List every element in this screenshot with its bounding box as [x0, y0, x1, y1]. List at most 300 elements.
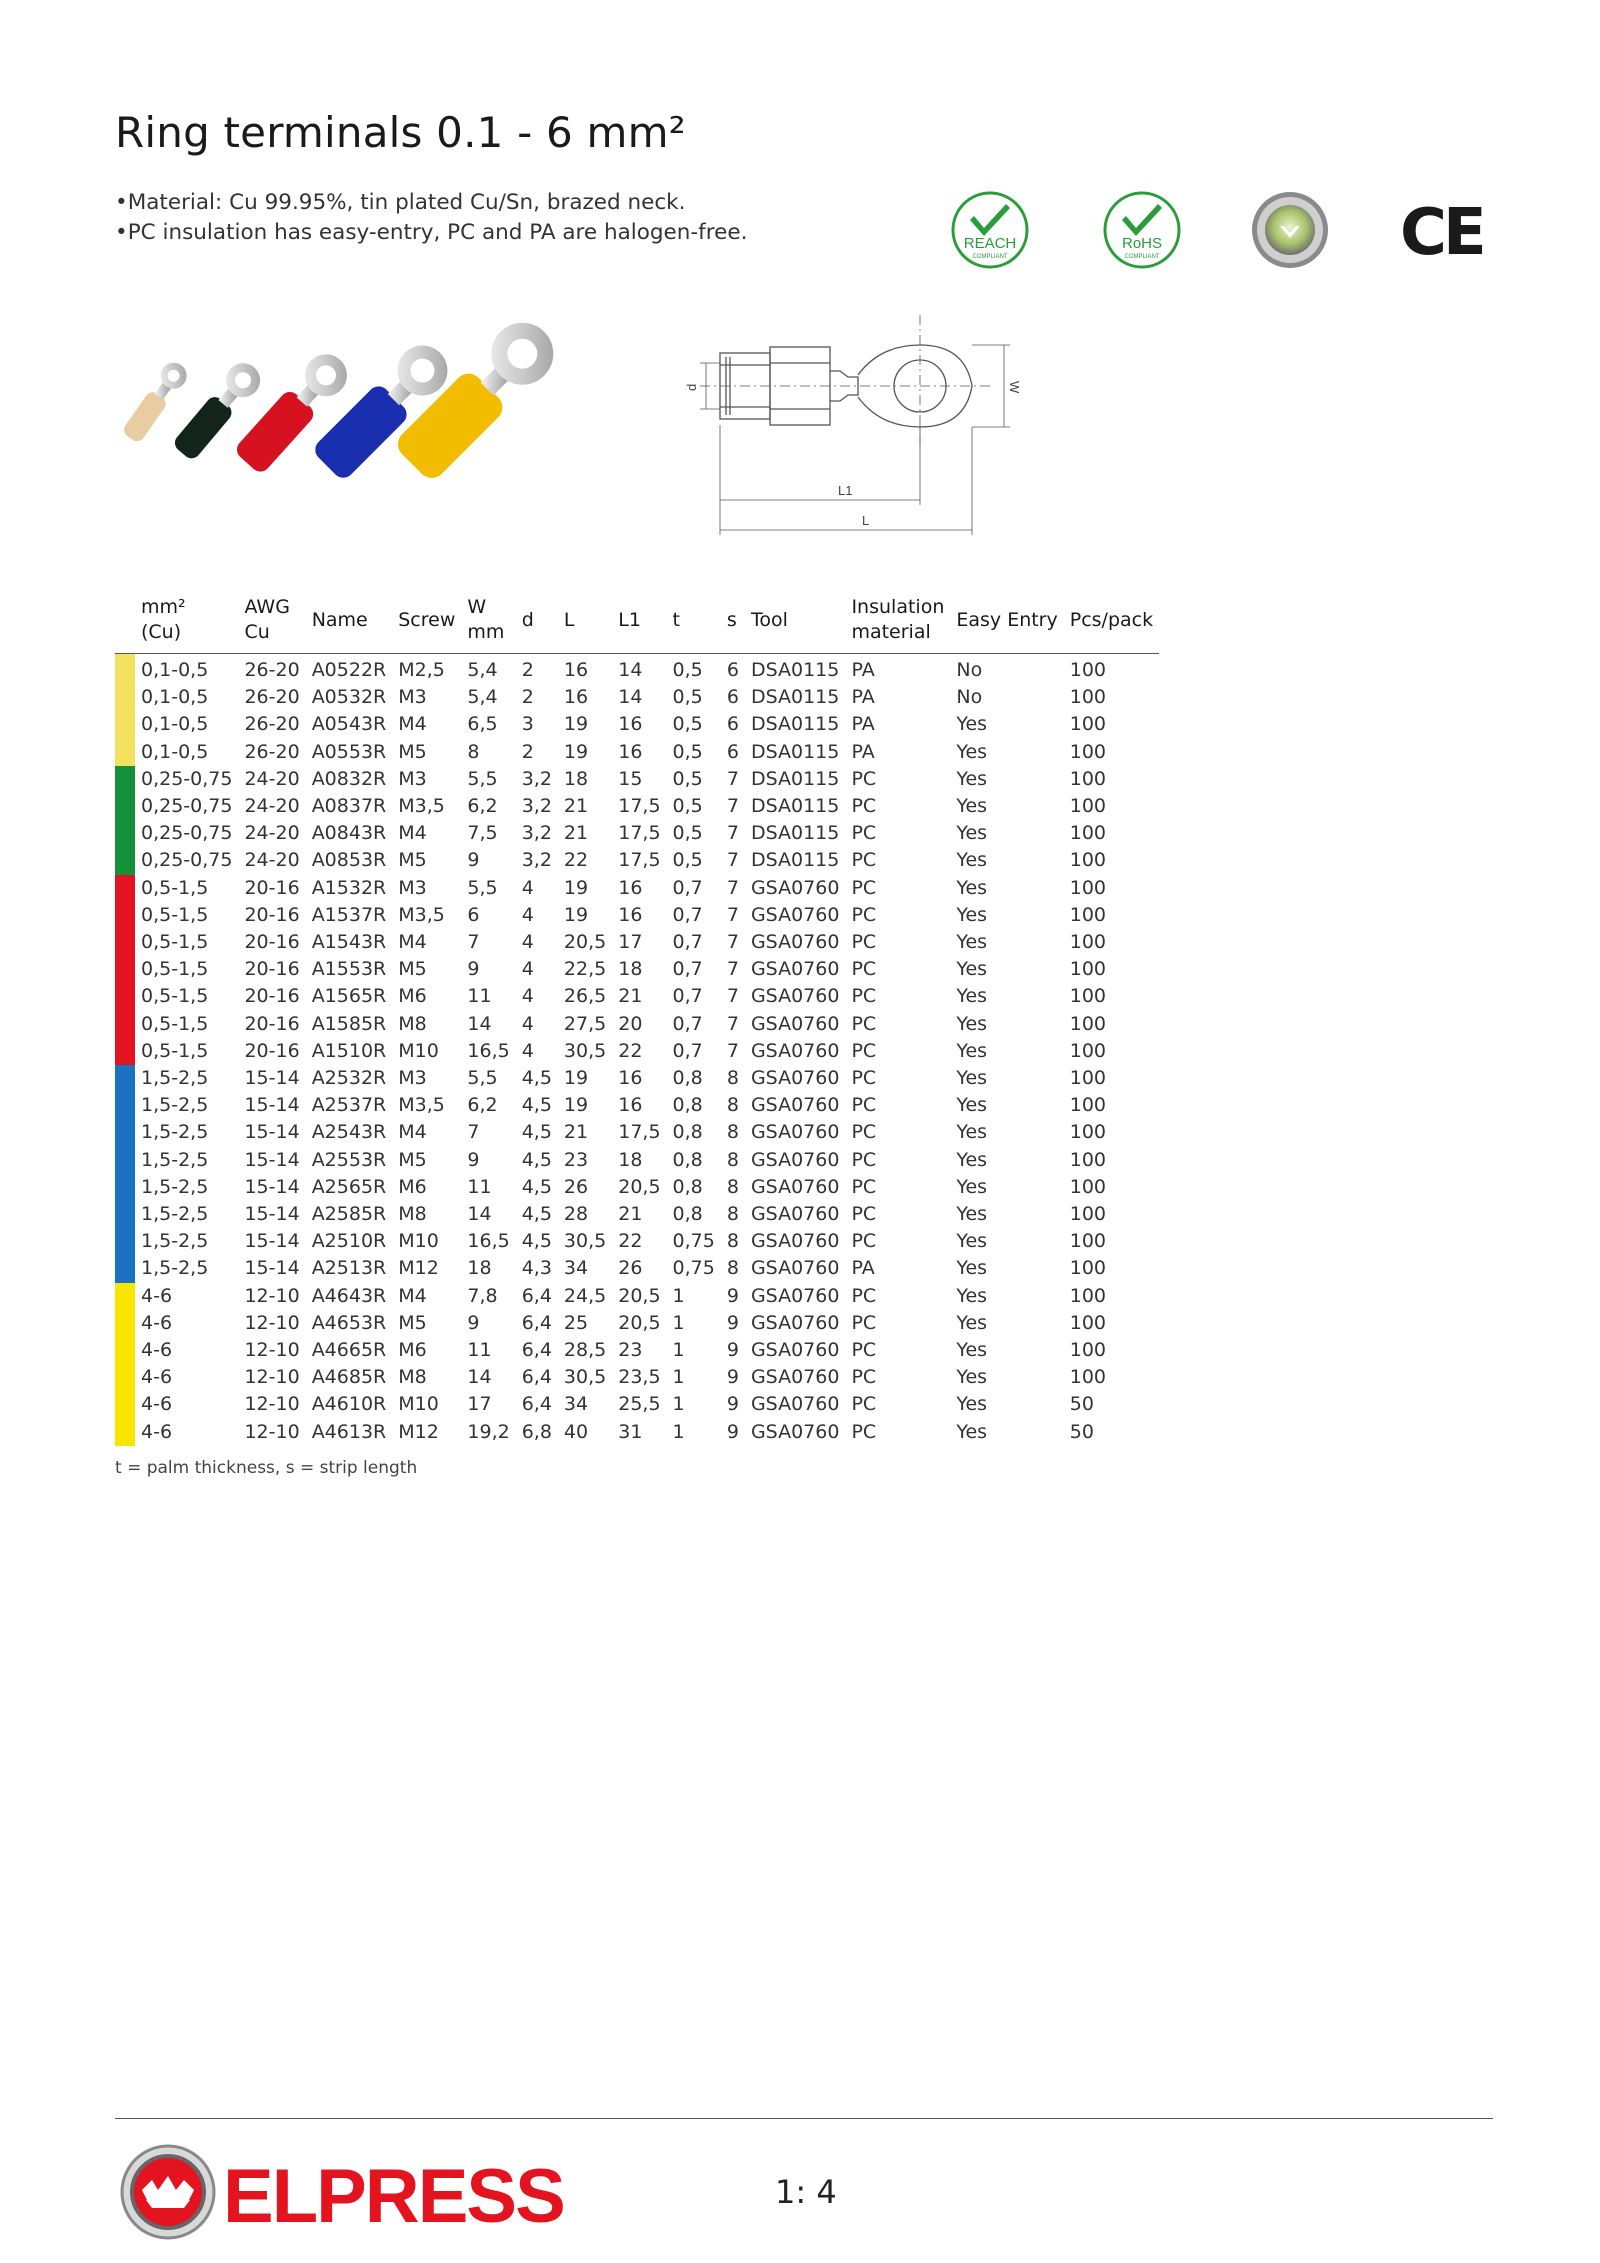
cell-tool: GSA0760 [750, 1257, 840, 1280]
cell-t: 1 [672, 1393, 685, 1416]
cell-d: 2 [521, 659, 534, 681]
cell-t: 0,8 [672, 1094, 703, 1117]
cell-w: 7,8 [467, 1284, 498, 1307]
color-swatch [115, 875, 135, 902]
cell-l1: 16 [618, 713, 643, 736]
table-footnote: t = palm thickness, s = strip length [115, 1458, 418, 1478]
color-swatch [115, 1364, 135, 1391]
cell-screw: M8 [398, 1366, 427, 1389]
cell-screw: M3 [398, 1067, 427, 1090]
cell-l: 27,5 [563, 1012, 607, 1035]
cell-awg: 15-14 [244, 1121, 300, 1144]
cell-w: 6 [467, 903, 480, 926]
cell-s: 8 [726, 1175, 739, 1198]
cell-pcs: 100 [1069, 903, 1107, 926]
cell-t: 0,5 [672, 686, 703, 709]
cell-w: 14 [467, 1366, 492, 1389]
cell-mm2: 1,5-2,5 [141, 1148, 209, 1171]
cell-awg: 24-20 [244, 767, 300, 790]
color-swatch [115, 766, 135, 793]
cell-tool: GSA0760 [750, 1012, 840, 1035]
cell-s: 8 [726, 1230, 739, 1253]
color-swatch [115, 847, 135, 874]
cell-pcs: 100 [1069, 1012, 1107, 1035]
cell-ins: PC [851, 849, 877, 872]
cell-pcs: 100 [1069, 659, 1107, 681]
cell-pcs: 100 [1069, 1175, 1107, 1198]
cell-name: A1532R [311, 876, 387, 899]
cell-t: 0,5 [672, 659, 703, 681]
cell-name: A2513R [311, 1257, 387, 1280]
cell-name: A4685R [311, 1366, 387, 1389]
cell-l: 26,5 [563, 985, 607, 1008]
cell-easy: Yes [956, 1094, 988, 1117]
table-row [115, 1283, 1159, 1310]
cell-pcs: 50 [1069, 1420, 1094, 1443]
cell-ins: PA [851, 740, 875, 763]
certification-seal-icon [1250, 190, 1330, 270]
cell-s: 7 [726, 985, 739, 1008]
cell-easy: Yes [956, 1067, 988, 1090]
cell-s: 9 [726, 1420, 739, 1443]
cell-w: 11 [467, 1339, 492, 1362]
cell-easy: Yes [956, 740, 988, 763]
cell-s: 8 [726, 1094, 739, 1117]
cell-l1: 21 [618, 1203, 643, 1226]
cell-s: 9 [726, 1393, 739, 1416]
table-row [115, 1092, 1159, 1119]
color-swatch [115, 1011, 135, 1038]
cell-l: 26 [563, 1175, 589, 1198]
cell-t: 1 [672, 1420, 685, 1443]
cell-w: 16,5 [467, 1230, 510, 1253]
cell-t: 0,5 [672, 849, 703, 872]
cell-l1: 26 [618, 1257, 643, 1280]
cell-w: 5,5 [467, 767, 498, 790]
table-row [115, 929, 1159, 956]
color-swatch [115, 654, 135, 685]
cell-s: 7 [726, 822, 739, 845]
svg-text:W: W [1007, 381, 1022, 394]
cell-awg: 15-14 [244, 1067, 300, 1090]
cell-pcs: 100 [1069, 1039, 1107, 1062]
cell-ins: PC [851, 985, 877, 1008]
rohs-badge [1102, 190, 1182, 270]
cell-awg: 20-16 [244, 876, 300, 899]
cell-awg: 20-16 [244, 985, 300, 1008]
cell-t: 0,7 [672, 903, 703, 926]
cell-easy: Yes [956, 931, 988, 954]
cell-d: 6,4 [521, 1339, 552, 1362]
ce-mark: CE [1400, 196, 1483, 270]
cell-pcs: 100 [1069, 876, 1107, 899]
cell-t: 0,8 [672, 1175, 703, 1198]
color-swatch [115, 739, 135, 766]
color-swatch [115, 1147, 135, 1174]
cell-w: 5,5 [467, 876, 498, 899]
cell-mm2: 4-6 [141, 1339, 173, 1362]
cell-pcs: 100 [1069, 985, 1107, 1008]
cell-l: 34 [563, 1393, 589, 1416]
cell-l1: 17,5 [618, 849, 661, 872]
cell-d: 4,5 [521, 1230, 552, 1253]
cell-l: 30,5 [563, 1039, 607, 1062]
color-swatch [115, 1038, 135, 1065]
svg-text:L1: L1 [838, 483, 853, 498]
cell-tool: GSA0760 [750, 876, 840, 899]
cell-mm2: 4-6 [141, 1366, 173, 1389]
cell-w: 5,4 [467, 686, 498, 709]
cell-l: 20,5 [563, 931, 607, 954]
cell-mm2: 0,25-0,75 [141, 822, 233, 845]
cell-mm2: 1,5-2,5 [141, 1094, 209, 1117]
cell-easy: Yes [956, 849, 988, 872]
color-swatch [115, 929, 135, 956]
cell-ins: PC [851, 1366, 877, 1389]
cell-awg: 20-16 [244, 958, 300, 981]
cell-d: 4,5 [521, 1203, 552, 1226]
cell-s: 8 [726, 1067, 739, 1090]
cell-tool: GSA0760 [750, 931, 840, 954]
cell-pcs: 100 [1069, 931, 1107, 954]
cell-easy: Yes [956, 1203, 988, 1226]
cell-t: 0,5 [672, 795, 703, 818]
table-row [115, 766, 1159, 793]
cell-s: 7 [726, 795, 739, 818]
cell-d: 4 [521, 985, 534, 1008]
cell-ins: PC [851, 1121, 877, 1144]
cell-mm2: 4-6 [141, 1284, 173, 1307]
table-row [115, 1065, 1159, 1092]
cell-name: A0522R [311, 659, 387, 681]
cell-t: 0,8 [672, 1148, 703, 1171]
cell-w: 9 [467, 849, 480, 872]
cell-w: 7,5 [467, 822, 498, 845]
cell-easy: Yes [956, 1366, 988, 1389]
cell-easy: Yes [956, 1121, 988, 1144]
cell-w: 17 [467, 1393, 492, 1416]
cell-pcs: 100 [1069, 1311, 1107, 1334]
cell-easy: Yes [956, 767, 988, 790]
cell-ins: PC [851, 1012, 877, 1035]
cell-d: 3,2 [521, 849, 552, 872]
cell-l1: 16 [618, 876, 643, 899]
cell-screw: M6 [398, 1175, 427, 1198]
cell-s: 9 [726, 1284, 739, 1307]
table-row [115, 1364, 1159, 1391]
cell-l: 34 [563, 1257, 589, 1280]
cell-l1: 20,5 [618, 1311, 661, 1334]
feature-insulation: • PC insulation has easy-entry, PC and PA are halogen-free. [115, 218, 747, 248]
cell-l: 25 [563, 1311, 589, 1334]
cell-w: 11 [467, 985, 492, 1008]
cell-name: A4610R [311, 1393, 387, 1416]
cell-easy: Yes [956, 985, 988, 1008]
cell-s: 7 [726, 1039, 739, 1062]
cell-w: 6,2 [467, 795, 498, 818]
cell-d: 2 [521, 740, 534, 763]
cell-l1: 16 [618, 1067, 643, 1090]
table-row [115, 983, 1159, 1010]
cell-w: 14 [467, 1203, 492, 1226]
cell-l1: 18 [618, 958, 643, 981]
cell-l: 22 [563, 849, 589, 872]
cell-name: A0853R [311, 849, 387, 872]
table-row [115, 1147, 1159, 1174]
cell-ins: PC [851, 1393, 877, 1416]
cell-ins: PC [851, 931, 877, 954]
cell-screw: M3,5 [398, 795, 445, 818]
cell-d: 4 [521, 876, 534, 899]
cell-s: 9 [726, 1339, 739, 1362]
cell-awg: 15-14 [244, 1230, 300, 1253]
cell-tool: GSA0760 [750, 1420, 840, 1443]
cell-awg: 20-16 [244, 931, 300, 954]
table-row [115, 902, 1159, 929]
cell-awg: 15-14 [244, 1094, 300, 1117]
cell-ins: PA [851, 713, 875, 736]
cell-screw: M4 [398, 822, 427, 845]
cell-s: 9 [726, 1366, 739, 1389]
cell-mm2: 0,1-0,5 [141, 740, 209, 763]
cell-d: 4 [521, 1012, 534, 1035]
col-screw: Screw [392, 595, 461, 654]
cell-name: A2585R [311, 1203, 387, 1226]
cell-t: 0,7 [672, 931, 703, 954]
cell-awg: 24-20 [244, 795, 300, 818]
cell-l: 21 [563, 1121, 589, 1144]
table-row [115, 711, 1159, 738]
cell-name: A1510R [311, 1039, 387, 1062]
cell-name: A4665R [311, 1339, 387, 1362]
cell-mm2: 1,5-2,5 [141, 1067, 209, 1090]
cell-mm2: 1,5-2,5 [141, 1175, 209, 1198]
cell-name: A4613R [311, 1420, 387, 1443]
cell-easy: Yes [956, 1284, 988, 1307]
cell-tool: DSA0115 [750, 659, 840, 681]
cell-l1: 21 [618, 985, 643, 1008]
cell-name: A2565R [311, 1175, 387, 1198]
cell-l1: 20,5 [618, 1175, 661, 1198]
cell-awg: 26-20 [244, 686, 300, 709]
cell-tool: GSA0760 [750, 1175, 840, 1198]
cell-tool: DSA0115 [750, 822, 840, 845]
cell-w: 19,2 [467, 1420, 510, 1443]
cell-name: A0553R [311, 740, 387, 763]
cell-tool: GSA0760 [750, 1148, 840, 1171]
cell-w: 9 [467, 1148, 480, 1171]
color-swatch-header [115, 595, 135, 654]
cell-awg: 12-10 [244, 1284, 300, 1307]
cell-easy: Yes [956, 1311, 988, 1334]
cell-s: 6 [726, 713, 739, 736]
svg-text:d: d [684, 383, 699, 391]
cell-pcs: 100 [1069, 1257, 1107, 1280]
cell-l: 28,5 [563, 1339, 607, 1362]
cell-tool: GSA0760 [750, 903, 840, 926]
cell-awg: 20-16 [244, 1012, 300, 1035]
svg-text:REACH: REACH [963, 235, 1017, 252]
product-photo [112, 288, 582, 488]
table-row [115, 654, 1159, 685]
col-w: W mm [461, 595, 515, 654]
cell-screw: M2,5 [398, 659, 445, 681]
cell-name: A1585R [311, 1012, 387, 1035]
cell-awg: 24-20 [244, 849, 300, 872]
svg-text:L: L [862, 513, 870, 528]
cell-t: 1 [672, 1339, 685, 1362]
table-header-row [115, 595, 1159, 654]
cell-easy: Yes [956, 1012, 988, 1035]
cell-w: 11 [467, 1175, 492, 1198]
cell-l1: 20 [618, 1012, 643, 1035]
cell-mm2: 0,1-0,5 [141, 659, 209, 681]
cell-tool: GSA0760 [750, 1284, 840, 1307]
cell-l1: 15 [618, 767, 643, 790]
footer-divider [115, 2118, 1493, 2119]
cell-tool: GSA0760 [750, 1094, 840, 1117]
color-swatch [115, 1419, 135, 1446]
col-awg: AWG Cu [238, 595, 305, 654]
cell-t: 1 [672, 1366, 685, 1389]
cell-screw: M3 [398, 686, 427, 709]
feature-list [115, 188, 747, 248]
cell-mm2: 0,5-1,5 [141, 931, 209, 954]
cell-l1: 25,5 [618, 1393, 661, 1416]
cell-screw: M10 [398, 1393, 439, 1416]
cell-screw: M3,5 [398, 903, 445, 926]
cell-w: 9 [467, 958, 480, 981]
cell-t: 0,75 [672, 1257, 715, 1280]
cell-pcs: 100 [1069, 1148, 1107, 1171]
cell-d: 4,5 [521, 1121, 552, 1144]
color-swatch [115, 983, 135, 1010]
cell-easy: Yes [956, 1420, 988, 1443]
cell-easy: Yes [956, 1175, 988, 1198]
cell-mm2: 0,25-0,75 [141, 767, 233, 790]
cell-d: 6,4 [521, 1393, 552, 1416]
cell-awg: 12-10 [244, 1420, 300, 1443]
col-l1: L1 [612, 595, 666, 654]
cell-easy: Yes [956, 1393, 988, 1416]
cell-d: 3,2 [521, 822, 552, 845]
table-row [115, 1011, 1159, 1038]
cell-l: 19 [563, 903, 589, 926]
cell-l1: 17,5 [618, 822, 661, 845]
col-l: L [558, 595, 612, 654]
color-swatch [115, 1201, 135, 1228]
cell-pcs: 100 [1069, 767, 1107, 790]
cell-ins: PC [851, 958, 877, 981]
cell-pcs: 100 [1069, 1203, 1107, 1226]
cell-easy: No [956, 686, 983, 709]
cell-tool: GSA0760 [750, 1039, 840, 1062]
elpress-logo [118, 2140, 638, 2245]
col-easy-entry: Easy Entry [950, 595, 1063, 654]
cell-mm2: 0,5-1,5 [141, 958, 209, 981]
table-row [115, 1228, 1159, 1255]
cell-mm2: 4-6 [141, 1393, 173, 1416]
cell-awg: 12-10 [244, 1339, 300, 1362]
cell-l1: 16 [618, 740, 643, 763]
color-swatch [115, 1119, 135, 1146]
cell-tool: GSA0760 [750, 958, 840, 981]
table-row [115, 1038, 1159, 1065]
cell-s: 7 [726, 903, 739, 926]
specification-table [115, 595, 1159, 1446]
cell-screw: M6 [398, 1339, 427, 1362]
cell-pcs: 50 [1069, 1393, 1094, 1416]
cell-ins: PC [851, 1203, 877, 1226]
cell-l: 40 [563, 1420, 589, 1443]
cell-ins: PC [851, 1339, 877, 1362]
elpress-emblem-icon [122, 2146, 214, 2238]
cell-easy: Yes [956, 958, 988, 981]
cell-tool: DSA0115 [750, 713, 840, 736]
color-swatch [115, 1228, 135, 1255]
cell-l1: 17 [618, 931, 643, 954]
svg-text:COMPLIANT: COMPLIANT [972, 254, 1008, 260]
table-row [115, 1391, 1159, 1418]
cell-l1: 23,5 [618, 1366, 661, 1389]
cell-ins: PA [851, 686, 875, 709]
cell-l: 19 [563, 876, 589, 899]
cell-awg: 15-14 [244, 1203, 300, 1226]
table-row [115, 1119, 1159, 1146]
cell-t: 1 [672, 1284, 685, 1307]
cell-tool: GSA0760 [750, 1339, 840, 1362]
cell-awg: 15-14 [244, 1148, 300, 1171]
table-row [115, 847, 1159, 874]
table-row [115, 956, 1159, 983]
page-number: 1: 4 [775, 2173, 837, 2211]
cell-l1: 17,5 [618, 795, 661, 818]
cell-s: 9 [726, 1311, 739, 1334]
cell-screw: M4 [398, 1284, 427, 1307]
cell-d: 4,5 [521, 1067, 552, 1090]
color-swatch [115, 1337, 135, 1364]
table-row [115, 1310, 1159, 1337]
cell-t: 0,7 [672, 876, 703, 899]
cell-mm2: 0,5-1,5 [141, 903, 209, 926]
cell-w: 7 [467, 931, 480, 954]
cell-w: 5,4 [467, 659, 498, 681]
cell-ins: PC [851, 1148, 877, 1171]
cell-d: 4,3 [521, 1257, 552, 1280]
cell-d: 4 [521, 958, 534, 981]
cell-d: 4,5 [521, 1175, 552, 1198]
cell-mm2: 0,5-1,5 [141, 985, 209, 1008]
color-swatch [115, 684, 135, 711]
cell-l: 22,5 [563, 958, 607, 981]
cell-t: 0,7 [672, 985, 703, 1008]
cell-l1: 17,5 [618, 1121, 661, 1144]
cell-ins: PC [851, 1039, 877, 1062]
cell-mm2: 0,1-0,5 [141, 686, 209, 709]
cell-t: 0,8 [672, 1121, 703, 1144]
cell-screw: M10 [398, 1230, 439, 1253]
color-swatch [115, 902, 135, 929]
cell-l1: 18 [618, 1148, 643, 1171]
cell-mm2: 4-6 [141, 1420, 173, 1443]
cell-screw: M5 [398, 1311, 427, 1334]
col-pcs-pack: Pcs/pack [1064, 595, 1159, 654]
col-insulation: Insulation material [845, 595, 950, 654]
cell-t: 0,5 [672, 740, 703, 763]
cell-t: 0,8 [672, 1067, 703, 1090]
col-t: t [667, 595, 721, 654]
cell-s: 6 [726, 659, 739, 681]
